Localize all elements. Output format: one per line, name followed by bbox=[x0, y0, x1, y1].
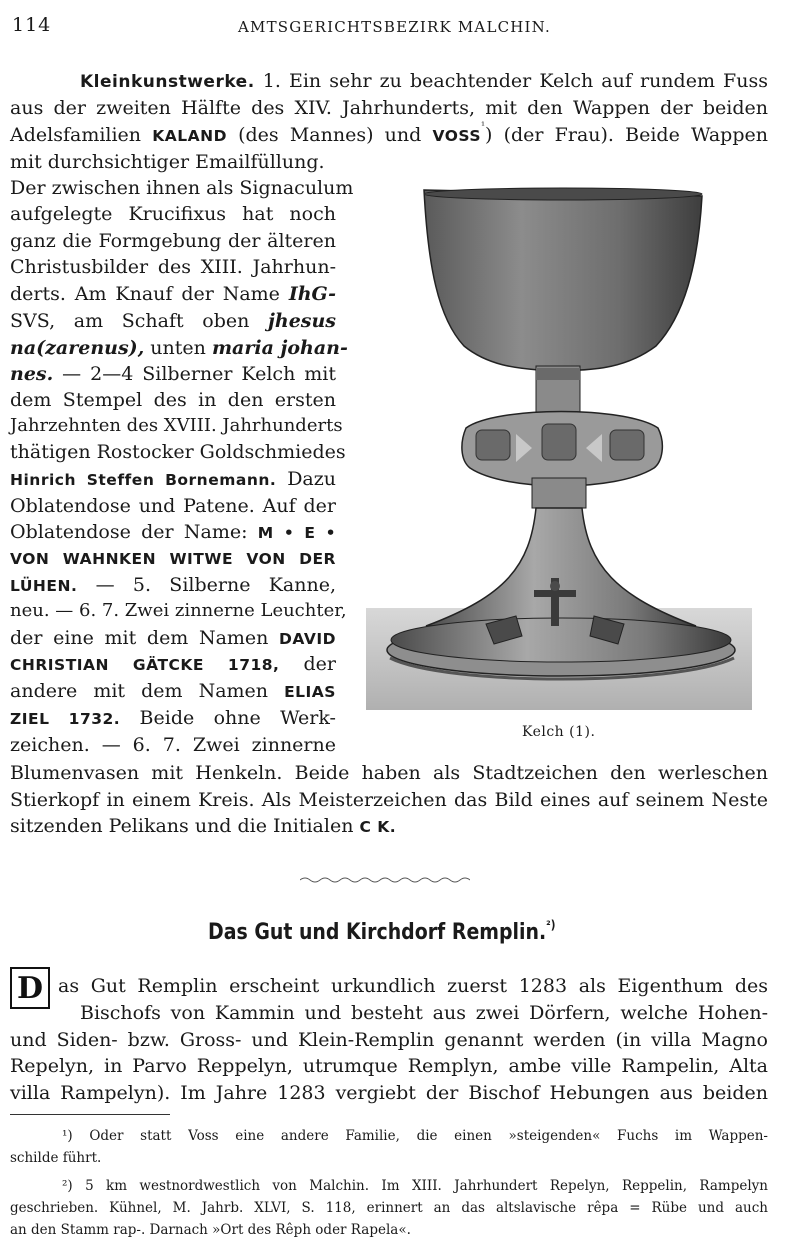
text-line: Bischofs von Kammin und besteht aus zwei Dörfern, welche Hohen- bbox=[80, 1002, 768, 1024]
gothic-inscription: nes. bbox=[10, 363, 54, 385]
footnote-rule bbox=[10, 1114, 170, 1115]
footnote-line: schilde führt. bbox=[10, 1150, 102, 1166]
text: Beide ohne Werk- bbox=[139, 707, 336, 729]
family-name: VOSS bbox=[432, 127, 482, 145]
text-line: Jahrzehnten des XVIII. Jahrhunderts bbox=[10, 415, 343, 436]
inscription: ELIAS bbox=[284, 683, 336, 701]
chalice-photo bbox=[366, 186, 752, 710]
inscription: LÜHEN. bbox=[10, 577, 78, 595]
text: sitzenden Pelikans und die Initialen bbox=[10, 815, 354, 837]
footnote-line: geschrieben. Kühnel, M. Jahrb. XLVI, S. 118, erinnert an das altslavische rêpa = Rübe und auch bbox=[10, 1200, 768, 1216]
footnote-ref: ²) bbox=[546, 918, 556, 932]
text: — 5. Silberne Kanne, bbox=[95, 574, 336, 596]
text-line: mit durchsichtiger Emailfüllung. bbox=[10, 151, 325, 173]
ornamental-divider bbox=[300, 870, 470, 880]
text-line bbox=[80, 68, 768, 95]
gothic-inscription: IhG- bbox=[288, 283, 336, 305]
text: andere mit dem Namen bbox=[10, 680, 269, 702]
text-line: und Siden- bzw. Gross- und Klein-Remplin genannt werden (in villa Magno bbox=[10, 1029, 768, 1051]
inscription-line: VON WAHNKEN WITWE VON DER bbox=[10, 550, 336, 568]
text-line: Stierkopf in einem Kreis. Als Meisterzeichen das Bild eines auf seinem Neste bbox=[10, 789, 768, 811]
drop-cap bbox=[10, 967, 50, 1009]
goldsmith-name: Hinrich Steffen Bornemann. bbox=[10, 471, 277, 489]
initials: C K. bbox=[359, 818, 397, 836]
text-line bbox=[10, 813, 768, 840]
gothic-inscription: jhesus bbox=[268, 310, 336, 332]
text: der bbox=[303, 653, 336, 675]
text-line bbox=[10, 651, 336, 678]
page-number: 114 bbox=[12, 14, 52, 36]
text-line: Christusbilder des XIII. Jahrhun- bbox=[10, 256, 336, 278]
gothic-inscription: na(zarenus), bbox=[10, 337, 145, 359]
text: — 2—4 Silberner Kelch mit bbox=[62, 363, 336, 385]
text-line: as Gut Remplin erscheint urkundlich zuerst 1283 als Eigenthum des bbox=[58, 975, 768, 997]
text-line: zeichen. — 6. 7. Zwei zinnerne bbox=[10, 734, 336, 756]
chalice-illustration bbox=[366, 186, 752, 710]
text: unten bbox=[150, 337, 206, 359]
running-title: AMTSGERICHTSBEZIRK MALCHIN. bbox=[238, 18, 552, 36]
text: Adelsfamilien bbox=[10, 124, 142, 146]
gothic-inscription: maria johan- bbox=[211, 337, 348, 359]
text-line: Oblatendose und Patene. Auf der bbox=[10, 495, 336, 517]
text-line: Repelyn, in Parvo Reppelyn, utrumque Remplyn, ambe ville Rampelin, Alta bbox=[10, 1055, 768, 1077]
figure-caption: Kelch (1). bbox=[522, 724, 596, 740]
drop-cap-letter: D bbox=[16, 970, 43, 1006]
text-line bbox=[10, 308, 336, 334]
text-line bbox=[10, 122, 768, 149]
text: SVS, am Schaft oben bbox=[10, 310, 250, 332]
inscription: ZIEL 1732. bbox=[10, 710, 121, 728]
text-line: neu. — 6. 7. Zwei zinnerne Leuchter, bbox=[10, 600, 347, 621]
text-line bbox=[10, 361, 336, 387]
inscription: CHRISTIAN GÄTCKE 1718, bbox=[10, 656, 280, 674]
footnote-line: an den Stamm rap-. Darnach »Ort des Rêph oder Rapela«. bbox=[10, 1222, 411, 1238]
text-line bbox=[10, 335, 348, 361]
footnote-line: ²) 5 km westnordwestlich von Malchin. Im XIII. Jahrhundert Repelyn, Reppelin, Rampelyn bbox=[62, 1178, 768, 1194]
text-line: aufgelegte Krucifixus hat noch bbox=[10, 203, 336, 225]
text: 1. Ein sehr zu beachtender Kelch auf rundem Fuss bbox=[262, 70, 768, 92]
section-title bbox=[208, 920, 555, 945]
section-title-text: Das Gut und Kirchdorf Remplin. bbox=[208, 920, 547, 945]
text: der eine mit dem Namen bbox=[10, 627, 269, 649]
section-label: Kleinkunstwerke. bbox=[80, 72, 255, 92]
text-line: Blumenvasen mit Henkeln. Beide haben als Stadtzeichen den werleschen bbox=[10, 762, 768, 784]
inscription: DAVID bbox=[279, 630, 336, 648]
text-line bbox=[10, 572, 336, 599]
footnote-line: ¹) Oder statt Voss eine andere Familie, die einen »steigenden« Fuchs im Wappen- bbox=[62, 1128, 768, 1144]
text: (des Mannes) und bbox=[238, 124, 422, 146]
text-line: aus der zweiten Hälfte des XIV. Jahrhunderts, mit den Wappen der beiden bbox=[10, 97, 768, 119]
text-line: dem Stempel des in den ersten bbox=[10, 389, 336, 411]
inscription: M • E • bbox=[257, 524, 337, 542]
text: Dazu bbox=[287, 468, 336, 490]
text-line bbox=[10, 466, 336, 493]
text-line: Der zwischen ihnen als Signaculum bbox=[10, 177, 354, 199]
text-line: ganz die Formgebung der älteren bbox=[10, 230, 336, 252]
text: derts. Am Knauf der Name bbox=[10, 283, 280, 305]
text-line bbox=[10, 519, 336, 546]
text: Oblatendose der Name: bbox=[10, 521, 248, 543]
family-name: KALAND bbox=[152, 127, 227, 145]
text-line bbox=[10, 678, 336, 705]
text-line bbox=[10, 281, 336, 307]
text-line: villa Rampelyn). Im Jahre 1283 vergiebt der Bischof Hebungen aus beiden bbox=[10, 1082, 768, 1104]
footnote-ref: ¹ bbox=[481, 121, 486, 132]
text-line: thätigen Rostocker Goldschmiedes bbox=[10, 441, 346, 463]
text-line bbox=[10, 625, 336, 652]
text: ) (der Frau). Beide Wappen bbox=[485, 124, 768, 146]
text-line bbox=[10, 705, 336, 732]
